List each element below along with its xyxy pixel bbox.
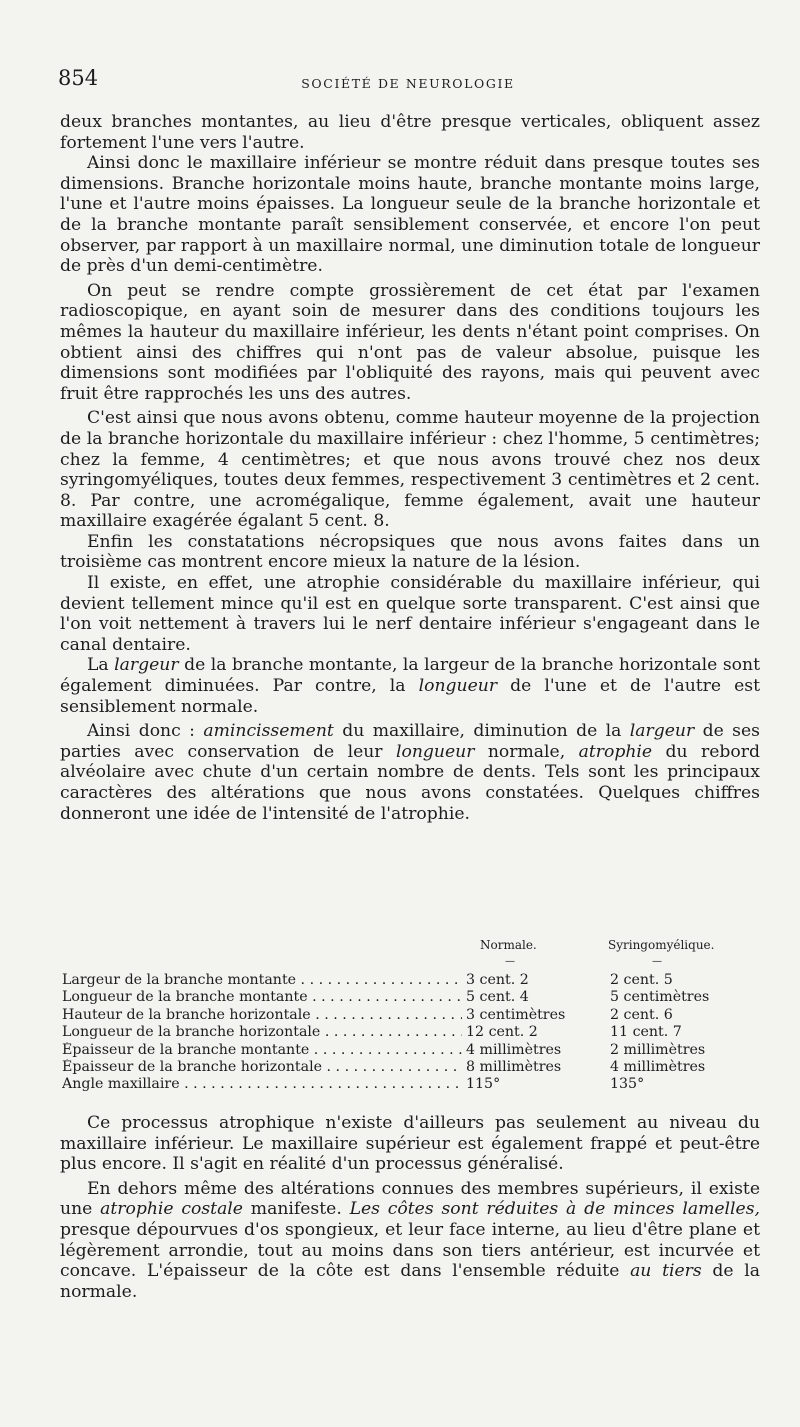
column-header-syringomyelique: Syringomyélique.: [608, 938, 715, 952]
italic-run: largeur: [629, 721, 695, 742]
dash-normale: —: [505, 956, 515, 967]
paragraph-width: [60, 655, 760, 717]
row-value-normale: 8 millimètres: [462, 1059, 616, 1075]
italic-run: atrophie costale: [100, 1199, 243, 1220]
text-run: manifeste.: [242, 1199, 350, 1220]
italic-run: Les côtes sont réduites à de minces lamelles,: [349, 1199, 760, 1220]
table-row: [62, 1059, 762, 1076]
measurement-table: [62, 938, 762, 1094]
row-value-syringomyelique: 11 cent. 7: [610, 1024, 682, 1041]
text-run: de ses parties avec conservation de leur: [60, 721, 760, 762]
row-label: Largeur de la branche montante . . .: [62, 972, 462, 988]
text-run: La: [87, 655, 115, 676]
text-run: Ainsi donc :: [87, 721, 204, 742]
row-label: Longueur de la branche montante . . .: [62, 989, 462, 1005]
table-body: [62, 972, 762, 1094]
italic-run: longueur: [418, 676, 498, 697]
text-run: de la normale.: [60, 1261, 760, 1302]
column-header-normale: Normale.: [480, 938, 537, 952]
paragraph-reduced-dimensions: Ainsi donc le maxillaire inférieur se montre réduit dans presque toutes ses dimensions. Branche horizontale moins haute, branche montante moins large, l'une et l'autre moins épaisses. La longueur seule de la branche horizontale et de la branche montante paraît sensiblement conservée, et encore l'on peut observer, par rapport à un maxillaire normal, une diminution totale de longueur de près d'un demi-centimètre.: [60, 153, 760, 277]
italic-run: amincissement: [203, 721, 334, 742]
text-run: de la branche montante, la largeur de la branche horizontale sont également diminuées. Par contre, la: [60, 655, 761, 697]
row-value-normale: 12 cent. 2: [462, 1024, 616, 1040]
row-value-normale: 4 millimètres: [462, 1042, 616, 1058]
italic-run: longueur: [395, 741, 475, 762]
table-header: [62, 938, 762, 956]
row-value-normale: 3 centimètres: [462, 1007, 616, 1023]
text-run: presque dépourvues d'os spongieux, et leur face interne, au lieu d'être plane et légèrement arrondie, tout au moins dans son tiers antérieur, est incurvée et concave. L'épaisseur de la côte est dans l'ensemble réduite: [60, 1219, 760, 1282]
body-text-top: [60, 112, 760, 824]
running-head: [58, 66, 758, 96]
table-row: [62, 1076, 762, 1093]
italic-run: largeur: [114, 655, 179, 676]
row-value-normale: 115°: [462, 1076, 616, 1092]
paragraph-measurements: C'est ainsi que nous avons obtenu, comme hauteur moyenne de la projection de la branche horizontale du maxillaire inférieur : chez l'homme, 5 centimètres; chez la femme, 4 centimètres; et que nous avons trouvé chez nos deux syringomyéliques, toutes deux femmes, respectivement 3 centimètres et 2 cent. 8. Par contre, une acromégalique, femme également, avait une hauteur maxillaire exagérée égalant 5 cent. 8.: [60, 408, 760, 532]
row-value-normale: 3 cent. 2: [462, 972, 616, 988]
paragraph-atrophy: Il existe, en effet, une atrophie considérable du maxillaire inférieur, qui devient tellement mince qu'il est en quelque sorte transparent. C'est ainsi que l'on voit nettement à travers lui le nerf dentaire inférieur s'engageant dans le canal dentaire.: [60, 573, 760, 655]
table-row: [62, 989, 762, 1006]
paragraph-continuation: deux branches montantes, au lieu d'être presque verticales, obliquent assez fortement l'une vers l'autre.: [60, 112, 760, 153]
text-run: de l'une et de l'autre est sensiblement normale.: [60, 676, 760, 717]
table-header-rule: [62, 956, 762, 972]
table-row: [62, 972, 762, 989]
row-value-syringomyelique: 4 millimètres: [610, 1058, 706, 1075]
row-value-syringomyelique: 2 cent. 5: [610, 972, 673, 988]
table-row: [62, 1024, 762, 1041]
paragraph-radioscopy: On peut se rendre compte grossièrement de cet état par l'examen radioscopique, en ayant soin de mesurer dans des conditions toujours les mêmes la hauteur du maxillaire inférieur, les dents n'étant point comprises. On obtient ainsi des chiffres qui n'ont pas de valeur absolue, puisque les dimensions sont modifiées par l'obliquité des rayons, mais qui peuvent avec fruit être rapprochés les uns des autres.: [60, 280, 760, 404]
row-label: Angle maxillaire . . .: [62, 1076, 462, 1092]
journal-title: SOCIÉTÉ DE NEUROLOGIE: [301, 76, 515, 91]
row-label: Hauteur de la branche horizontale . . .: [62, 1007, 462, 1023]
text-run: du rebord alvéolaire avec chute d'un certain nombre de dents. Tels sont les principaux caractères des altérations que nous avons constatées. Quelques chiffres donneront une idée de l'intensité de l'atrophie.: [60, 741, 760, 824]
row-value-syringomyelique: 2 millimètres: [610, 1041, 706, 1058]
paragraph-summary: [60, 721, 760, 824]
paragraph-costal-atrophy: [60, 1179, 760, 1303]
row-value-syringomyelique: 2 cent. 6: [610, 1006, 673, 1023]
table-row: [62, 1042, 762, 1059]
table-row: [62, 1007, 762, 1024]
page-number: 854: [58, 66, 99, 90]
text-run: normale,: [474, 741, 579, 762]
paragraph-generalized: Ce processus atrophique n'existe d'ailleurs pas seulement au niveau du maxillaire inférieur. Le maxillaire supérieur est également frappé et peut-être plus encore. Il s'agit en réalité d'un processus généralisé.: [60, 1113, 760, 1175]
row-value-normale: 5 cent. 4: [462, 989, 616, 1005]
text-run: du maxillaire, diminution de la: [333, 721, 630, 742]
row-label: Épaisseur de la branche montante . . .: [62, 1042, 462, 1058]
row-value-syringomyelique: 135°: [610, 1076, 645, 1093]
row-label: Épaisseur de la branche horizontale . . .: [62, 1059, 462, 1075]
text-run: En dehors même des altérations connues des membres supérieurs, il existe une: [60, 1178, 760, 1220]
dash-syringomyelique: —: [652, 956, 662, 967]
row-label: Longueur de la branche horizontale . . .: [62, 1024, 462, 1040]
row-value-syringomyelique: 5 centimètres: [610, 989, 710, 1006]
paragraph-necropsy: Enfin les constatations nécropsiques que nous avons faites dans un troisième cas montrent encore mieux la nature de la lésion.: [60, 531, 760, 573]
body-text-bottom: [60, 1113, 760, 1302]
italic-run: au tiers: [630, 1261, 702, 1282]
italic-run: atrophie: [578, 741, 653, 762]
